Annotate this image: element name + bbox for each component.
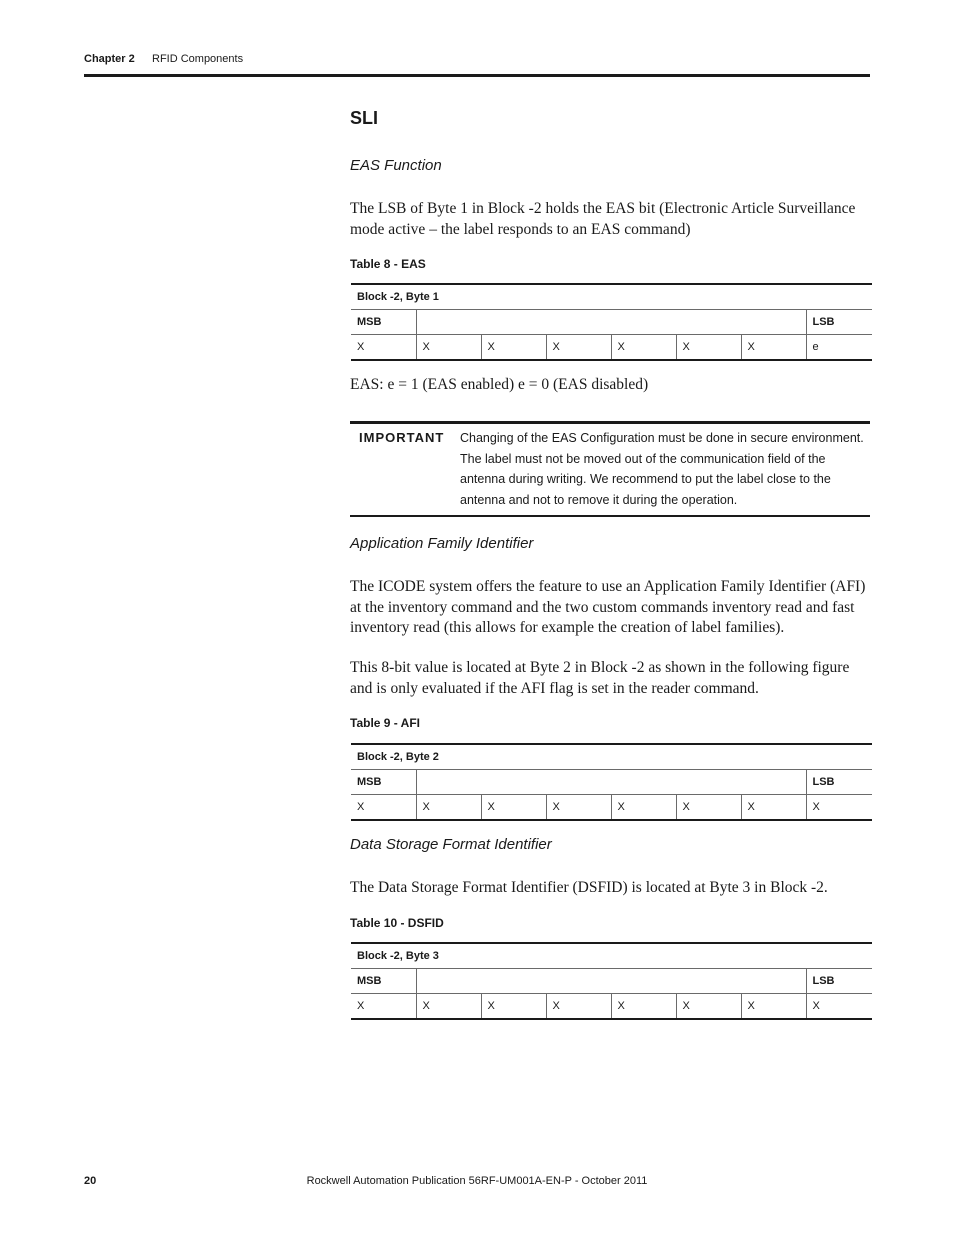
afi-bit-4: X bbox=[546, 795, 611, 821]
eas-bit-0: e bbox=[806, 335, 872, 361]
afi-table bbox=[351, 743, 872, 821]
dsfid-bit-1: X bbox=[741, 994, 806, 1020]
dsfid-lsb-label: LSB bbox=[806, 969, 872, 994]
afi-bit-3: X bbox=[611, 795, 676, 821]
dsfid-table-header: Block -2, Byte 3 bbox=[351, 943, 872, 969]
afi-bit-6: X bbox=[416, 795, 481, 821]
afi-msb-label: MSB bbox=[351, 770, 416, 795]
eas-note: EAS: e = 1 (EAS enabled) e = 0 (EAS disabled) bbox=[350, 376, 649, 393]
eas-bit-3: X bbox=[611, 335, 676, 361]
afi-bit-7: X bbox=[351, 795, 416, 821]
publication-footer: Rockwell Automation Publication 56RF-UM001A-EN-P - October 2011 bbox=[306, 1175, 648, 1187]
dsfid-bit-6: X bbox=[416, 994, 481, 1020]
page-number: 20 bbox=[84, 1175, 97, 1187]
afi-table-caption: Table 9 - AFI bbox=[350, 716, 421, 730]
dsfid-bit-5: X bbox=[481, 994, 546, 1020]
important-bottom-rule bbox=[350, 515, 870, 517]
eas-lsb-label: LSB bbox=[806, 310, 872, 335]
dsfid-subheading: Data Storage Format Identifier bbox=[350, 836, 552, 853]
afi-bit-1: X bbox=[741, 795, 806, 821]
important-text: Changing of the EAS Configuration must be done in secure environment. The label must not be moved out of the communication field of the antenna during writing. We recommend to put the label close to the antenna and not to remove it during the operation. bbox=[460, 431, 864, 507]
eas-table-caption: Table 8 - EAS bbox=[350, 257, 426, 271]
chapter-label: Chapter 2 bbox=[84, 53, 135, 65]
afi-bit-5: X bbox=[481, 795, 546, 821]
dsfid-bit-7: X bbox=[351, 994, 416, 1020]
afi-table-header: Block -2, Byte 2 bbox=[351, 744, 872, 770]
eas-table bbox=[351, 283, 872, 361]
afi-msb-spacer bbox=[416, 770, 806, 795]
chapter-title: RFID Components bbox=[152, 53, 244, 65]
header-rule bbox=[84, 74, 870, 77]
afi-bit-2: X bbox=[676, 795, 741, 821]
important-top-rule bbox=[350, 421, 870, 424]
dsfid-bit-2: X bbox=[676, 994, 741, 1020]
afi-lsb-label: LSB bbox=[806, 770, 872, 795]
dsfid-bit-4: X bbox=[546, 994, 611, 1020]
afi-subheading: Application Family Identifier bbox=[350, 535, 534, 552]
dsfid-bit-0: X bbox=[806, 994, 872, 1020]
section-title: SLI bbox=[350, 108, 379, 128]
dsfid-table bbox=[351, 942, 872, 1020]
eas-bit-1: X bbox=[741, 335, 806, 361]
eas-bit-5: X bbox=[481, 335, 546, 361]
eas-bit-4: X bbox=[546, 335, 611, 361]
dsfid-bit-3: X bbox=[611, 994, 676, 1020]
eas-table-header: Block -2, Byte 1 bbox=[351, 284, 872, 310]
afi-paragraph-1: The ICODE system offers the feature to use an Application Family Identifier (AFI) at the inventory command and the two custom commands inventory read and fast inventory read (this allows for example the creation of label families). bbox=[350, 578, 866, 636]
afi-paragraph-2: This 8-bit value is located at Byte 2 in Block -2 as shown in the following figure and is only evaluated if the AFI flag is set in the reader command. bbox=[350, 659, 850, 697]
eas-subheading: EAS Function bbox=[350, 157, 442, 174]
eas-bit-6: X bbox=[416, 335, 481, 361]
dsfid-paragraph: The Data Storage Format Identifier (DSFID) is located at Byte 3 in Block -2. bbox=[350, 879, 828, 896]
afi-bit-0: X bbox=[806, 795, 872, 821]
dsfid-msb-label: MSB bbox=[351, 969, 416, 994]
eas-bit-2: X bbox=[676, 335, 741, 361]
eas-msb-label: MSB bbox=[351, 310, 416, 335]
important-label: IMPORTANT bbox=[359, 430, 445, 445]
dsfid-table-caption: Table 10 - DSFID bbox=[350, 916, 444, 930]
eas-msb-spacer bbox=[416, 310, 806, 335]
eas-bit-7: X bbox=[351, 335, 416, 361]
dsfid-msb-spacer bbox=[416, 969, 806, 994]
eas-description: The LSB of Byte 1 in Block -2 holds the EAS bit (Electronic Article Surveillance mode active – the label responds to an EAS command) bbox=[350, 200, 856, 238]
